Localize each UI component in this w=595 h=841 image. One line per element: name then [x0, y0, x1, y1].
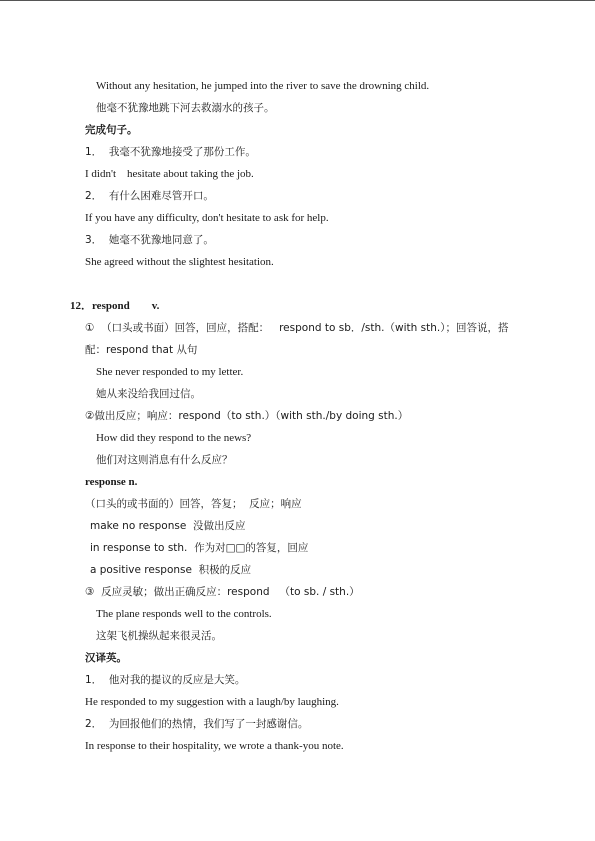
- exercise-2-prompt: 2． 有什么困难尽管开口。: [85, 190, 214, 202]
- entry-heading-response: response n.: [85, 476, 138, 488]
- translate-1-prompt: 1． 他对我的提议的反应是大笑。: [85, 674, 246, 686]
- sense-1-example-cn: 她从来没给我回过信。: [96, 388, 201, 400]
- exercise-1-answer: I didn't hesitate about taking the job.: [85, 168, 254, 180]
- translate-2-answer: In response to their hospitality, we wrote a thank-you note.: [85, 740, 344, 752]
- example-sentence-cn: 他毫不犹豫地跳下河去救溺水的孩子。: [96, 102, 275, 114]
- sense-1-example-en: She never responded to my letter.: [96, 366, 244, 378]
- sense-3-example-en: The plane responds well to the controls.: [96, 608, 272, 620]
- phrase-positive-response: a positive response 积极的反应: [90, 564, 252, 576]
- translate-2-prompt: 2． 为回报他们的热情，我们写了一封感谢信。: [85, 718, 309, 730]
- exercise-1-prompt: 1． 我毫不犹豫地接受了那份工作。: [85, 146, 256, 158]
- sense-2-definition: ②做出反应；响应：respond（to sth.）（with sth./by doing sth.）: [85, 410, 409, 422]
- exercise-3-answer: She agreed without the slightest hesitation.: [85, 256, 274, 268]
- example-sentence-en: Without any hesitation, he jumped into the river to save the drowning child.: [96, 80, 430, 92]
- sense-3-example-cn: 这架飞机操纵起来很灵活。: [96, 630, 222, 642]
- sense-2-example-en: How did they respond to the news?: [96, 432, 252, 444]
- section-heading-complete-sentences: 完成句子。: [85, 124, 138, 136]
- exercise-3-prompt: 3． 她毫不犹豫地同意了。: [85, 234, 214, 246]
- phrase-make-no-response: make no response 没做出反应: [90, 520, 246, 532]
- sense-3-definition: ③ 反应灵敏；做出正确反应：respond （to sb. / sth.）: [85, 586, 360, 598]
- response-definition: （口头的或书面的）回答，答复； 反应；响应: [85, 498, 302, 510]
- exercise-2-answer: If you have any difficulty, don't hesitate to ask for help.: [85, 212, 329, 224]
- page-top-border: [0, 0, 595, 1]
- sense-1-definition: ① （口头或书面）回答，回应，搭配： respond to sb．/sth.（with sth.）；回答说，搭: [85, 322, 509, 334]
- phrase-in-response-to: in response to sth. 作为对□□的答复，回应: [90, 542, 309, 554]
- sense-2-example-cn: 他们对这则消息有什么反应？: [96, 454, 233, 466]
- translate-1-answer: He responded to my suggestion with a laugh/by laughing.: [85, 696, 339, 708]
- entry-heading-respond: 12．respond v.: [70, 300, 160, 312]
- sense-1-definition-cont: 配：respond that 从句: [85, 344, 198, 356]
- section-heading-translate: 汉译英。: [85, 652, 127, 664]
